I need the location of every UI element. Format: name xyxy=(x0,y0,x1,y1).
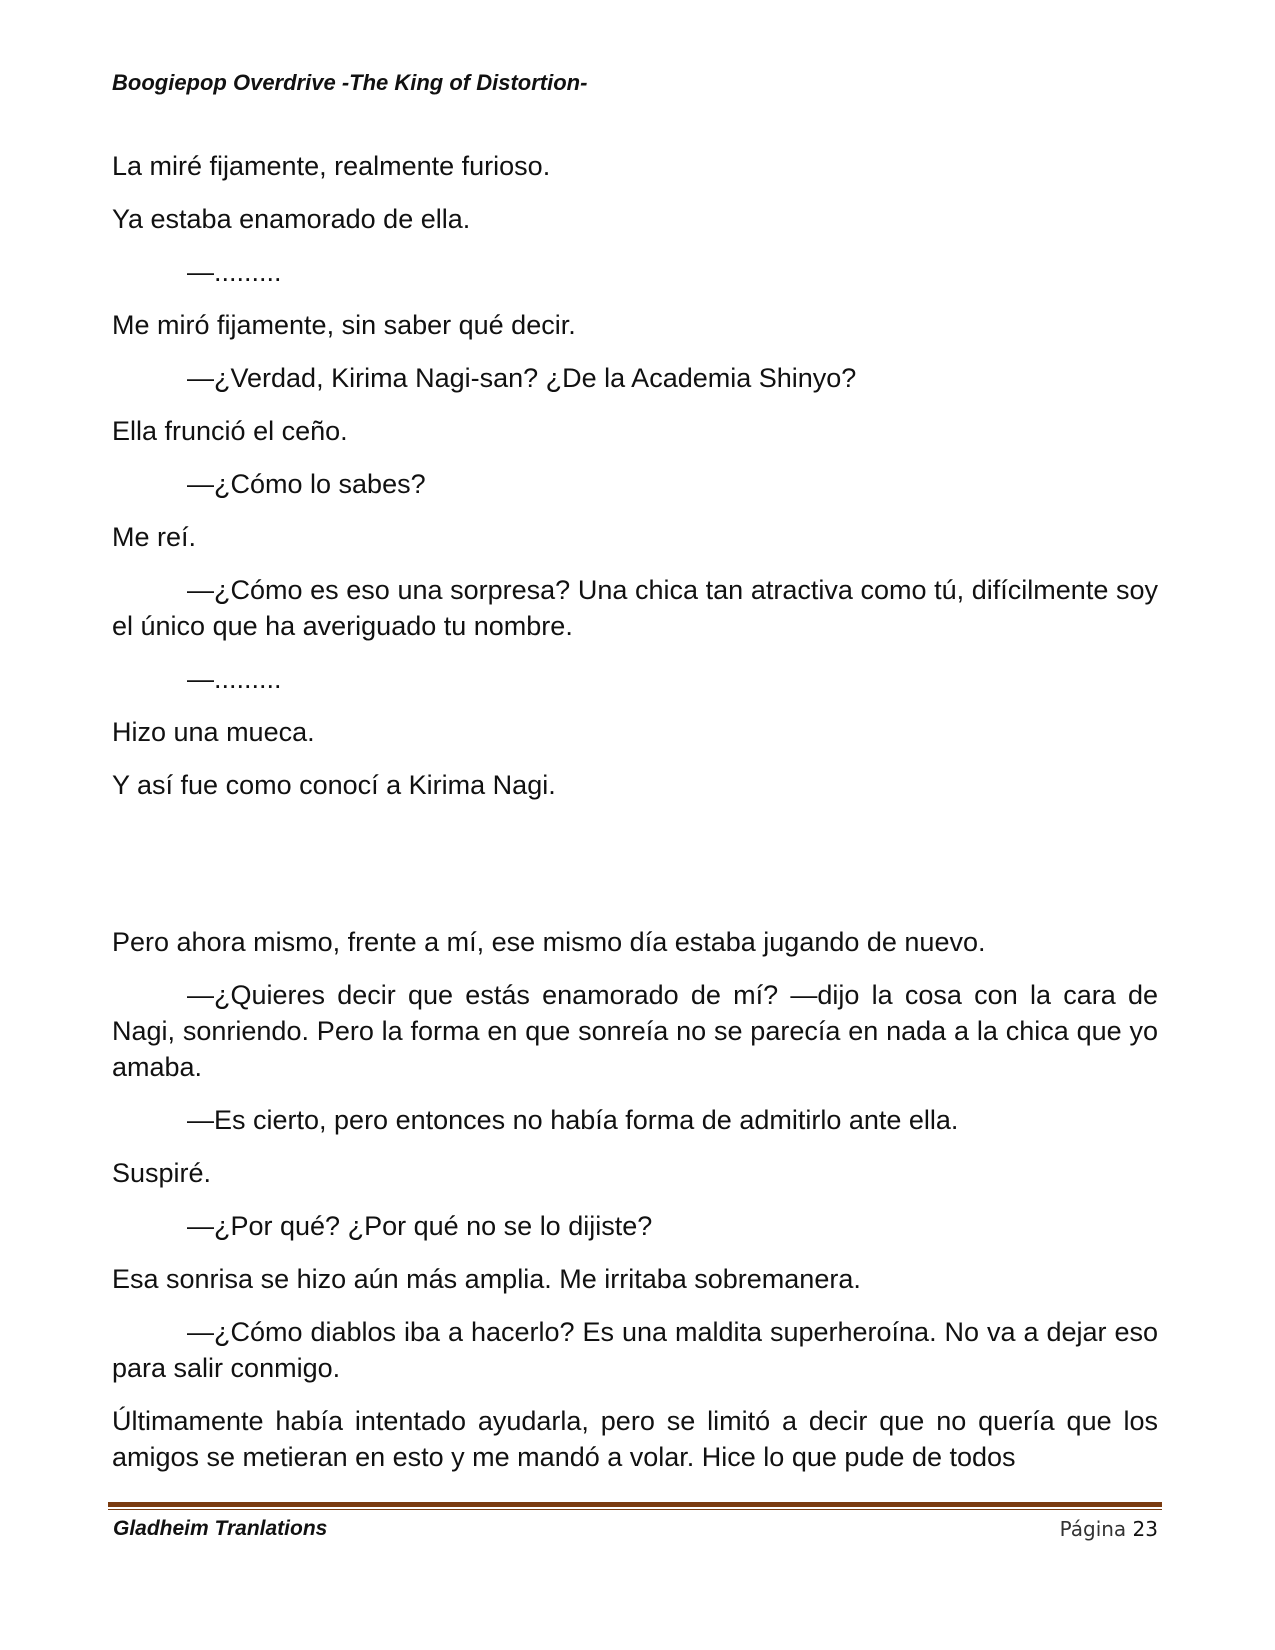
paragraph: —¿Verdad, Kirima Nagi-san? ¿De la Academia Shinyo? xyxy=(187,363,857,393)
paragraph: —......... xyxy=(187,664,282,694)
footer-divider xyxy=(108,1502,1162,1510)
footer-divider-thin xyxy=(108,1509,1162,1510)
paragraph: La miré fijamente, realmente furioso. xyxy=(112,151,551,181)
footer-divider-thick xyxy=(108,1502,1162,1507)
page-label: Página xyxy=(1059,1517,1127,1541)
scene-break xyxy=(112,820,1158,924)
paragraph: Pero ahora mismo, frente a mí, ese mismo día estaba jugando de nuevo. xyxy=(112,927,986,957)
paragraph: Hizo una mueca. xyxy=(112,717,315,747)
footer-credit: Gladheim Tranlations xyxy=(113,1517,328,1540)
page-number-label xyxy=(1060,1517,1158,1541)
page-header-title: Boogiepop Overdrive -The King of Distortion- xyxy=(112,70,588,95)
paragraph: —......... xyxy=(187,257,282,287)
paragraph: —Es cierto, pero entonces no había forma de admitirlo ante ella. xyxy=(187,1105,959,1135)
paragraph: —¿Quieres decir que estás enamorado de mí? —dijo la cosa con la cara de Nagi, sonriendo. Pero la forma en que sonreía no se parecía en nada a la chica que yo amaba. xyxy=(112,980,1158,1082)
page-number: 23 xyxy=(1132,1517,1158,1541)
page-body xyxy=(112,148,1158,1492)
paragraph: Ella frunció el ceño. xyxy=(112,416,348,446)
paragraph: Me miró fijamente, sin saber qué decir. xyxy=(112,310,576,340)
paragraph: —¿Cómo diablos iba a hacerlo? Es una maldita superheroína. No va a dejar eso para salir conmigo. xyxy=(112,1317,1158,1383)
paragraph: Suspiré. xyxy=(112,1158,212,1188)
paragraph: Últimamente había intentado ayudarla, pero se limitó a decir que no quería que los amigos se metieran en esto y me mandó a volar. Hice lo que pude de todos xyxy=(112,1406,1158,1472)
paragraph: —¿Cómo es eso una sorpresa? Una chica tan atractiva como tú, difícilmente soy el único que ha averiguado tu nombre. xyxy=(112,575,1158,641)
paragraph: —¿Por qué? ¿Por qué no se lo dijiste? xyxy=(187,1211,653,1241)
paragraph: Esa sonrisa se hizo aún más amplia. Me irritaba sobremanera. xyxy=(112,1264,861,1294)
paragraph: —¿Cómo lo sabes? xyxy=(187,469,426,499)
paragraph: Ya estaba enamorado de ella. xyxy=(112,204,471,234)
paragraph: Y así fue como conocí a Kirima Nagi. xyxy=(112,770,556,800)
paragraph: Me reí. xyxy=(112,522,197,552)
